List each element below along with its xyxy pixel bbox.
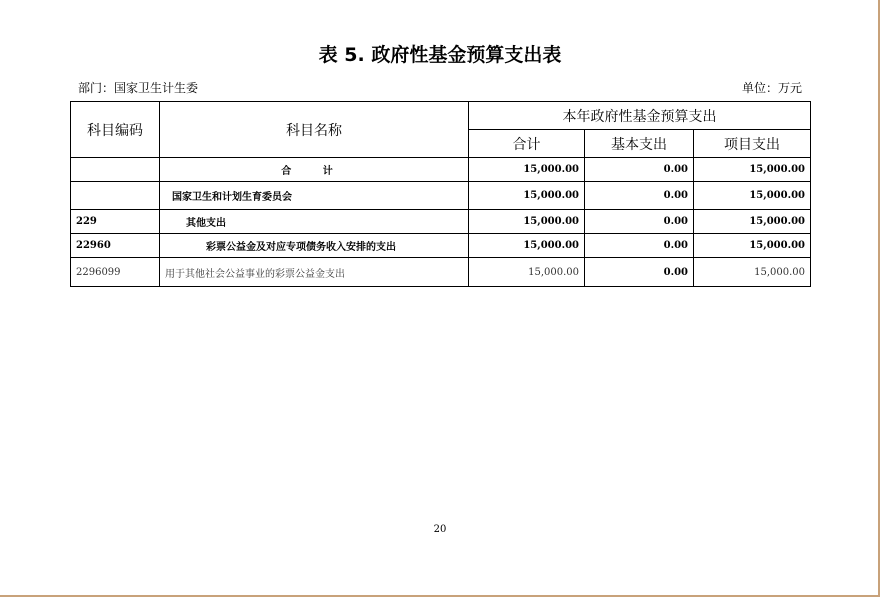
header-code: 科目编码 [71, 102, 160, 158]
row-project: 15,000.00 [694, 234, 811, 258]
row-basic: 0.00 [585, 234, 694, 258]
table-row [71, 234, 811, 258]
table-row [71, 258, 811, 287]
row-basic: 0.00 [585, 210, 694, 234]
row-basic: 0.00 [585, 158, 694, 182]
row-code: 229 [71, 210, 160, 234]
header-row [71, 102, 811, 130]
row-code: 2296099 [71, 258, 160, 287]
row-total: 15,000.00 [469, 158, 585, 182]
row-total: 15,000.00 [469, 258, 585, 287]
table-row [71, 158, 811, 182]
row-project: 15,000.00 [694, 158, 811, 182]
header-basic: 基本支出 [585, 130, 694, 158]
row-name: 彩票公益金及对应专项债务收入安排的支出 [160, 234, 469, 258]
header-name: 科目名称 [160, 102, 469, 158]
row-total: 15,000.00 [469, 234, 585, 258]
row-code [71, 182, 160, 210]
row-code: 22960 [71, 234, 160, 258]
row-basic: 0.00 [585, 182, 694, 210]
unit-label: 单位：万元 [741, 81, 802, 95]
header-total: 合计 [469, 130, 585, 158]
row-name: 国家卫生和计划生育委员会 [160, 182, 469, 210]
table-row [71, 210, 811, 234]
page-number: 20 [433, 524, 447, 535]
row-name: 用于其他社会公益事业的彩票公益金支出 [160, 258, 469, 287]
header-project: 项目支出 [694, 130, 811, 158]
row-code [71, 158, 160, 182]
row-basic: 0.00 [585, 258, 694, 287]
row-name: 合 计 [160, 158, 469, 182]
row-project: 15,000.00 [694, 258, 811, 287]
row-total: 15,000.00 [469, 182, 585, 210]
row-project: 15,000.00 [694, 182, 811, 210]
row-project: 15,000.00 [694, 210, 811, 234]
table-row [71, 182, 811, 210]
budget-table [70, 101, 811, 287]
row-total: 15,000.00 [469, 210, 585, 234]
header-group: 本年政府性基金预算支出 [469, 102, 811, 130]
page-title: 表 5. 政府性基金预算支出表 [318, 44, 562, 66]
department-label: 部门：国家卫生计生委 [78, 81, 199, 95]
row-name: 其他支出 [160, 210, 469, 234]
